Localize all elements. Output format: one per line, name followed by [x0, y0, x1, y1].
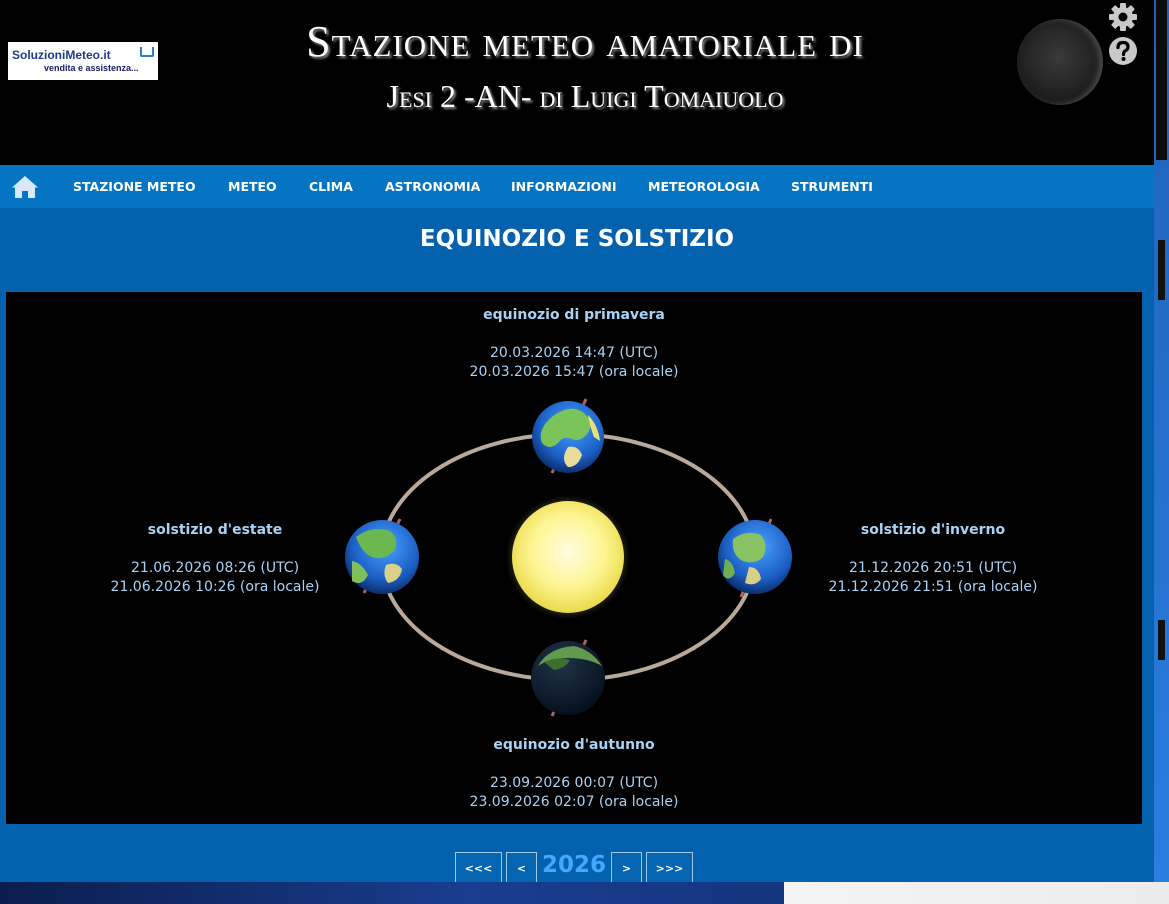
gear-icon[interactable]	[1108, 2, 1138, 32]
site-title-line2: Jesi 2 -AN- di Luigi Tomaiuolo	[386, 78, 784, 114]
next-year-button[interactable]: >	[611, 852, 642, 882]
summer-solstice-name: solstizio d'estate	[147, 522, 283, 538]
page-scrollbar[interactable]	[1154, 0, 1169, 882]
first-year-button[interactable]: <<<	[455, 852, 502, 882]
summer-solstice-label	[70, 521, 360, 597]
spring-equinox-label	[434, 306, 714, 382]
earth-icon	[532, 399, 604, 473]
summer-solstice-utc: 21.06.2026 08:26 (UTC)	[130, 560, 300, 576]
nav-item-meteorologia[interactable]: METEOROLOGIA	[648, 179, 760, 194]
nav-item-clima[interactable]: CLIMA	[309, 179, 353, 194]
autumn-equinox-utc: 23.09.2026 00:07 (UTC)	[489, 775, 659, 791]
site-title	[210, 14, 960, 116]
page-title: EQUINOZIO E SOLSTIZIO	[419, 226, 735, 252]
sun-icon	[512, 501, 624, 613]
spring-equinox-utc: 20.03.2026 14:47 (UTC)	[489, 345, 659, 361]
seasons-panel	[6, 292, 1142, 824]
site-title-line1: Stazione meteo amatoriale di	[306, 17, 864, 66]
cart-icon	[140, 47, 154, 57]
autumn-equinox-local: 23.09.2026 02:07 (ora locale)	[469, 794, 679, 810]
nav-item-meteo[interactable]: METEO	[228, 179, 277, 194]
current-year: 2026	[541, 852, 606, 878]
desktop-taskbar	[0, 882, 1169, 904]
winter-solstice-name: solstizio d'inverno	[860, 522, 1006, 538]
home-icon[interactable]	[11, 175, 39, 199]
earth-icon	[718, 519, 792, 597]
earth-icon	[531, 640, 605, 716]
site-header	[0, 0, 1154, 165]
logo-tagline: vendita e assistenza...	[44, 63, 139, 73]
summer-solstice-local: 21.06.2026 10:26 (ora locale)	[110, 579, 320, 595]
spring-equinox-local: 20.03.2026 15:47 (ora locale)	[469, 364, 679, 380]
year-navigation	[0, 850, 1154, 882]
help-icon[interactable]	[1108, 36, 1138, 66]
winter-solstice-utc: 21.12.2026 20:51 (UTC)	[848, 560, 1018, 576]
spring-equinox-name: equinozio di primavera	[483, 307, 665, 323]
main-nav	[0, 165, 1154, 208]
winter-solstice-local: 21.12.2026 21:51 (ora locale)	[828, 579, 1038, 595]
autumn-equinox-label	[434, 736, 714, 812]
sponsor-logo[interactable]	[8, 42, 158, 80]
nav-item-astronomia[interactable]: ASTRONOMIA	[385, 179, 481, 194]
winter-solstice-label	[788, 521, 1078, 597]
prev-year-button[interactable]: <	[506, 852, 537, 882]
scrollbar-thumb[interactable]	[1156, 0, 1167, 160]
scrollbar-segment	[1158, 620, 1165, 660]
moon-icon	[1017, 19, 1103, 105]
autumn-equinox-name: equinozio d'autunno	[493, 737, 655, 753]
nav-item-informazioni[interactable]: INFORMAZIONI	[511, 179, 617, 194]
nav-item-stazione-meteo[interactable]: STAZIONE METEO	[73, 179, 196, 194]
scrollbar-segment	[1158, 240, 1165, 300]
taskbar-area	[784, 882, 1169, 904]
logo-text: SoluzioniMeteo.it	[12, 48, 111, 62]
nav-item-strumenti[interactable]: STRUMENTI	[791, 179, 873, 194]
last-year-button[interactable]: >>>	[646, 852, 693, 882]
